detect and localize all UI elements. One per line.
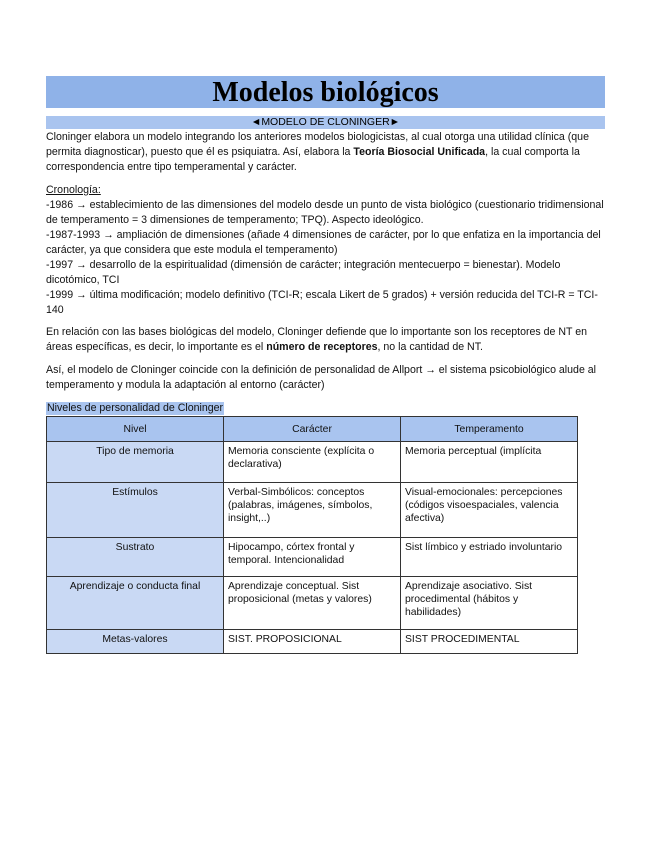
theory-name: Teoría Biosocial Unificada — [353, 146, 486, 158]
document-page — [46, 76, 605, 654]
row-header: Metas-valores — [47, 630, 224, 654]
chronology-item: -1987-1993 → ampliación de dimensiones (añade 4 dimensiones de carácter, por lo que enfatiza en la importancia del carácter, ya que considera que este modula el temperamento) — [46, 229, 601, 256]
column-header: Temperamento — [401, 417, 578, 442]
table-cell: SIST PROCEDIMENTAL — [401, 630, 578, 654]
receptors-emphasis: número de receptores — [266, 341, 378, 353]
row-header: Sustrato — [47, 538, 224, 577]
section-heading-label: MODELO DE CLONINGER — [261, 116, 390, 128]
table-cell: Sist límbico y estriado involuntario — [401, 538, 578, 577]
table-cell: Aprendizaje conceptual. Sist proposicional (metas y valores) — [224, 577, 401, 630]
intro-paragraph: Cloninger elabora un modelo integrando los anteriores modelos biologicistas, al cual otorga una utilidad clínica (que permita diagnosticar), puesto que él es psiquiatra. Así, elabora la Teoría Biosocial Unificada, la cual comporta la correspondencia entre tipo temperamental y carácter. — [46, 131, 589, 173]
table-cell: Verbal-Simbólicos: conceptos (palabras, imágenes, símbolos, insight,..) — [224, 483, 401, 538]
row-header: Tipo de memoria — [47, 442, 224, 483]
column-header: Carácter — [224, 417, 401, 442]
section-heading — [46, 116, 605, 129]
chronology-item: -1986 → establecimiento de las dimensiones del modelo desde un punto de vista biológico (cuestionario tridimensional de temperamento = 3 dimensiones de temperamento; TPQ). Aspecto ideológico. — [46, 199, 604, 226]
table-cell: Visual-emocionales: percepciones (códigos visoespaciales, valencia afectiva) — [401, 483, 578, 538]
table-row — [47, 630, 578, 654]
table-row — [47, 442, 578, 483]
table-cell: SIST. PROPOSICIONAL — [224, 630, 401, 654]
table-caption: Niveles de personalidad de Cloninger — [47, 402, 224, 414]
table-cell: Hipocampo, córtex frontal y temporal. Intencionalidad — [224, 538, 401, 577]
chronology-item: -1999 → última modificación; modelo definitivo (TCI-R; escala Likert de 5 grados) + versión reducida del TCI-R = TCI-140 — [46, 289, 598, 316]
table-row — [47, 483, 578, 538]
receptors-paragraph: En relación con las bases biológicas del modelo, Cloninger defiende que lo importante son los receptores de NT en áreas específicas, es decir, lo importante es el número de receptores, no la cantidad de NT. — [46, 326, 588, 353]
row-header: Aprendizaje o conducta final — [47, 577, 224, 630]
table-cell: Memoria consciente (explícita o declarativa) — [224, 442, 401, 483]
chronology-item: -1997 → desarrollo de la espiritualidad (dimensión de carácter; integración mentecuerpo = bienestar). Modelo dicotómico, TCI — [46, 259, 561, 286]
chronology-label: Cronología: — [46, 184, 101, 196]
table-cell: Aprendizaje asociativo. Sist procedimental (hábitos y habilidades) — [401, 577, 578, 630]
left-triangle-icon: ◄ — [250, 116, 262, 128]
row-header: Estímulos — [47, 483, 224, 538]
column-header: Nivel — [47, 417, 224, 442]
right-triangle-icon: ► — [389, 116, 401, 128]
allport-paragraph: Así, el modelo de Cloninger coincide con la definición de personalidad de Allport → el sistema psicobiológico alude al temperamento y modula la adaptación al entorno (carácter) — [46, 364, 597, 391]
page-title: Modelos biológicos — [46, 76, 605, 108]
table-row — [47, 577, 578, 630]
personality-levels-table — [46, 416, 578, 654]
table-header-row — [47, 417, 578, 442]
table-row — [47, 538, 578, 577]
table-cell: Memoria perceptual (implícita — [401, 442, 578, 483]
